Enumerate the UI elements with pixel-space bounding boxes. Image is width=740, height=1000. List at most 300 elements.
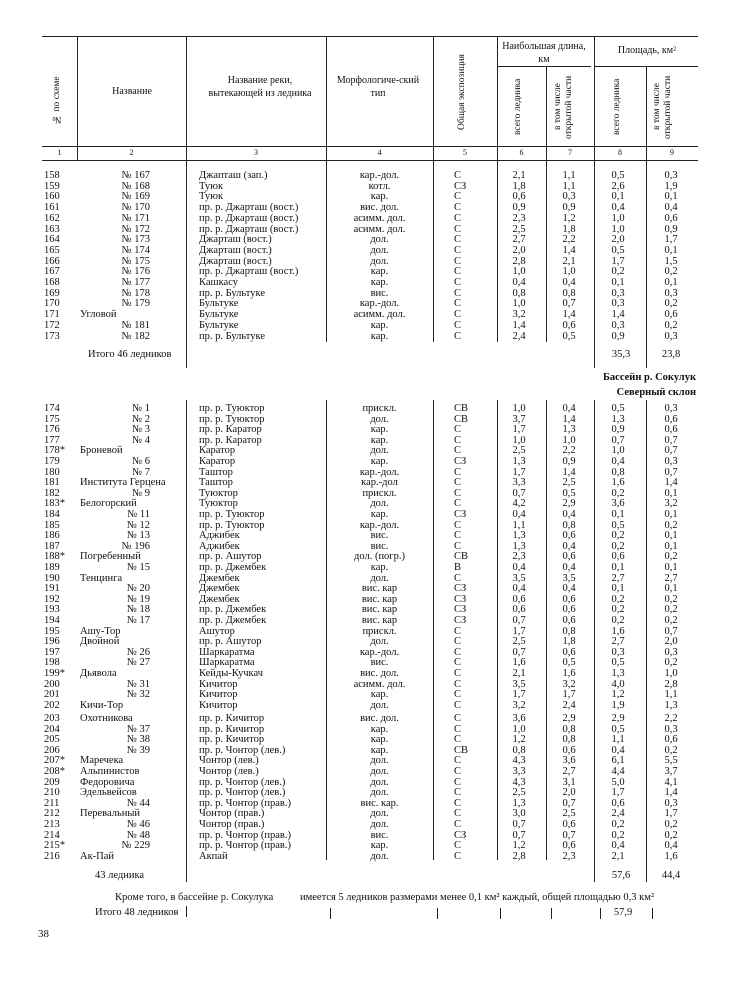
- section-3-total-area-open: 44,4: [661, 870, 681, 881]
- header-vline: [594, 36, 595, 160]
- grand-total-mark: [551, 908, 552, 919]
- length-total: 1,6: [512, 657, 526, 669]
- river-name: Аджибек: [199, 540, 240, 552]
- area-open: 0,6: [664, 309, 678, 321]
- length-open: 1,4: [562, 244, 576, 256]
- table-row: [0, 551, 740, 562]
- header-top-rule: [42, 36, 698, 37]
- length-total: 1,7: [512, 689, 526, 701]
- exposure: С: [454, 734, 462, 746]
- river-name: Аджибек: [199, 530, 240, 542]
- length-open: 0,5: [562, 657, 576, 669]
- area-open: 0,3: [664, 456, 678, 467]
- area-open: 0,2: [664, 266, 678, 278]
- length-total: 1,3: [512, 797, 526, 809]
- length-open: 0,6: [562, 551, 576, 563]
- area-total: 0,2: [611, 829, 625, 841]
- glacier-number: 184: [44, 509, 60, 520]
- glacier-number: 166: [44, 255, 60, 267]
- area-total: 6,1: [611, 755, 625, 767]
- glacier-number: 205: [44, 734, 60, 746]
- glacier-name: № 174: [121, 244, 150, 256]
- length-total: 0,7: [512, 829, 526, 841]
- area-open: 0,1: [664, 562, 678, 573]
- table-row: [0, 713, 740, 724]
- morphological-type: вис. кар: [361, 615, 398, 626]
- glacier-number: 197: [44, 646, 60, 658]
- area-open: 0,1: [664, 277, 678, 288]
- area-total: 0,4: [611, 840, 625, 852]
- glacier-name: № 4: [132, 434, 150, 446]
- area-open: 4,1: [664, 776, 678, 788]
- length-total: 3,2: [512, 699, 526, 711]
- glacier-name: Угловой: [80, 309, 117, 321]
- river-name: пр. р. Джарташ (вост.): [199, 212, 299, 224]
- table-row: [0, 202, 740, 213]
- length-open: 1,7: [562, 689, 576, 701]
- length-total: 4,3: [512, 755, 526, 767]
- glacier-name: № 32: [126, 689, 150, 701]
- glacier-number: 171: [44, 309, 60, 321]
- glacier-number: 186: [44, 530, 60, 542]
- length-total: 2,5: [512, 787, 526, 799]
- area-open: 0,6: [664, 424, 678, 436]
- length-total: 0,7: [512, 615, 526, 626]
- river-name: Шаркаратма: [199, 646, 255, 658]
- glacier-name: Ашу-Тор: [80, 625, 121, 637]
- exposure: СЗ: [454, 509, 467, 520]
- exposure: СЗ: [454, 456, 467, 467]
- area-open: 0,2: [664, 744, 678, 756]
- length-open: 0,6: [562, 319, 576, 331]
- header-area-open: в том числе открытой части: [652, 75, 673, 139]
- area-open: 0,2: [664, 551, 678, 563]
- length-open: 2,9: [562, 713, 576, 724]
- glacier-name: № 46: [126, 819, 150, 830]
- glacier-number: 190: [44, 572, 60, 584]
- glacier-name: № 18: [126, 604, 150, 616]
- length-open: 0,5: [562, 487, 576, 499]
- table-row: [0, 647, 740, 658]
- table-row: [0, 573, 740, 584]
- area-total: 0,3: [611, 646, 625, 658]
- table-row: [0, 530, 740, 541]
- length-open: 1,4: [562, 309, 576, 321]
- area-open: 0,2: [664, 604, 678, 616]
- morphological-type: кар.: [370, 689, 389, 701]
- grand-total-label: Итого 48 ледников: [95, 907, 179, 918]
- glacier-name: № 173: [121, 234, 150, 246]
- header-vline: [186, 36, 187, 160]
- length-total: 1,8: [512, 180, 526, 192]
- length-open: 1,3: [562, 424, 576, 436]
- exposure: С: [454, 424, 462, 436]
- length-open: 1,4: [562, 413, 576, 425]
- length-total: 2,7: [512, 234, 526, 246]
- area-total: 0,2: [611, 604, 625, 616]
- exposure: СВ: [454, 413, 469, 425]
- section-3-total-label: 43 ледника: [95, 870, 145, 881]
- morphological-type: прискл.: [362, 487, 397, 499]
- length-total: 1,0: [512, 403, 526, 414]
- table-row: [0, 668, 740, 679]
- length-open: 0,8: [562, 625, 576, 637]
- river-name: пр. р. Туюктор: [199, 519, 265, 531]
- area-total: 4,0: [611, 678, 625, 690]
- table-row: [0, 403, 740, 414]
- area-open: 0,2: [664, 319, 678, 331]
- table-row: [0, 298, 740, 309]
- table-row: [0, 424, 740, 435]
- area-open: 0,2: [664, 593, 678, 605]
- header-length-open: в том числе открытой части: [553, 75, 574, 139]
- area-total: 0,2: [611, 530, 625, 542]
- area-open: 0,1: [664, 509, 678, 520]
- exposure: С: [454, 678, 462, 690]
- header-sub-rule-length: [497, 66, 591, 67]
- morphological-type: дол.: [370, 755, 389, 767]
- glacier-number: 164: [44, 234, 60, 246]
- river-name: Туюктор: [199, 487, 238, 499]
- area-total: 4,4: [611, 766, 625, 777]
- river-name: пр. р. Кичитор: [199, 723, 265, 735]
- area-total: 2,7: [611, 572, 625, 584]
- morphological-type: вис.: [370, 540, 389, 552]
- river-name: пр. р. Туюктор: [199, 413, 265, 425]
- area-open: 1,4: [664, 477, 678, 489]
- header-length-total: всего ледника: [513, 78, 523, 136]
- morphological-type: вис. кар: [361, 604, 398, 616]
- table-row: [0, 745, 740, 756]
- glacier-number: 162: [44, 212, 60, 224]
- morphological-type: кар.-дол.: [359, 519, 400, 531]
- table-row: [0, 234, 740, 245]
- area-total: 0,8: [611, 466, 625, 478]
- exposure: С: [454, 277, 462, 288]
- area-open: 0,4: [664, 840, 678, 852]
- length-open: 1,2: [562, 212, 576, 224]
- glacier-number: 198: [44, 657, 60, 669]
- glacier-name: № 13: [126, 530, 150, 542]
- length-open: 2,9: [562, 498, 576, 510]
- area-total: 0,4: [611, 744, 625, 756]
- area-open: 0,1: [664, 540, 678, 552]
- exposure: С: [454, 776, 462, 788]
- area-open: 0,3: [664, 330, 678, 342]
- glacier-name: Эдельвейсов: [80, 787, 137, 799]
- glacier-name: Дьявола: [80, 668, 117, 679]
- footnote-right: имеется 5 ледников размерами менее 0,1 км² каждый, общей площадью 0,3 км²: [300, 892, 654, 903]
- exposure: В: [454, 562, 462, 573]
- exposure: С: [454, 755, 462, 767]
- river-name: Бультуке: [199, 319, 239, 331]
- glacier-name: № 1: [132, 403, 150, 414]
- length-total: 3,3: [512, 766, 526, 777]
- length-open: 0,3: [562, 191, 576, 203]
- morphological-type: кар.: [370, 723, 389, 735]
- area-open: 0,6: [664, 413, 678, 425]
- river-name: Чонтор (прав.): [199, 808, 265, 820]
- table-row: [0, 320, 740, 331]
- exposure: С: [454, 212, 462, 224]
- morphological-type: кар.: [370, 509, 389, 520]
- table-row: [0, 191, 740, 202]
- glacier-name: № 38: [126, 734, 150, 746]
- table-row: [0, 798, 740, 809]
- length-open: 0,6: [562, 840, 576, 852]
- table-row: [0, 636, 740, 647]
- length-total: 3,2: [512, 309, 526, 321]
- glacier-name: № 175: [121, 255, 150, 267]
- exposure: СЗ: [454, 604, 467, 616]
- area-total: 0,2: [611, 593, 625, 605]
- river-name: пр. р. Джарташ (вост.): [199, 202, 299, 214]
- grand-total-mark: [600, 908, 601, 919]
- river-name: Чонтор (лев.): [199, 755, 259, 767]
- grand-total-mark: [437, 908, 438, 919]
- table-row: [0, 277, 740, 288]
- exposure: С: [454, 646, 462, 658]
- section-3-total-area: 57,6: [611, 870, 631, 881]
- glacier-name: № 182: [121, 330, 150, 342]
- area-open: 0,2: [664, 819, 678, 830]
- glacier-number: 192: [44, 593, 60, 605]
- river-name: Чонтор (прав.): [199, 819, 265, 830]
- glacier-number: 210: [44, 787, 60, 799]
- length-total: 2,8: [512, 255, 526, 267]
- area-total: 1,7: [611, 787, 625, 799]
- length-open: 0,4: [562, 540, 576, 552]
- river-name: Кичитор: [199, 678, 238, 690]
- exposure: С: [454, 477, 462, 489]
- length-total: 2,1: [512, 668, 526, 679]
- table-row: [0, 477, 740, 488]
- length-open: 0,8: [562, 723, 576, 735]
- length-total: 0,7: [512, 487, 526, 499]
- section-1-total-area-open: 23,8: [661, 349, 681, 360]
- morphological-type: дол.: [370, 699, 389, 711]
- table-row: [0, 851, 740, 862]
- area-open: 0,6: [664, 734, 678, 746]
- glacier-number: 195: [44, 625, 60, 637]
- glacier-name: № 167: [121, 170, 150, 181]
- glacier-name: Перевальный: [80, 808, 141, 820]
- table-row: [0, 766, 740, 777]
- exposure: С: [454, 850, 462, 862]
- table-row: [0, 777, 740, 788]
- exposure: СЗ: [454, 583, 467, 595]
- exposure: С: [454, 319, 462, 331]
- exposure: С: [454, 657, 462, 669]
- area-total: 1,7: [611, 255, 625, 267]
- col-number-rule: [42, 160, 698, 161]
- header-vline: [497, 36, 498, 160]
- length-total: 4,3: [512, 776, 526, 788]
- area-open: 0,1: [664, 530, 678, 542]
- length-open: 2,4: [562, 699, 576, 711]
- morphological-type: кар.: [370, 744, 389, 756]
- length-open: 2,0: [562, 787, 576, 799]
- area-open: 0,1: [664, 244, 678, 256]
- glacier-name: № 179: [121, 298, 150, 310]
- area-open: 1,0: [664, 668, 678, 679]
- area-open: 1,7: [664, 808, 678, 820]
- header-col-morph: Морфологиче-ский тип: [336, 75, 420, 99]
- river-name: пр. р. Чонтор (прав.): [199, 840, 291, 852]
- glacier-number: 161: [44, 202, 60, 214]
- area-total: 0,5: [611, 170, 625, 181]
- table-row: [0, 520, 740, 531]
- header-vline: [77, 36, 78, 160]
- header-area-total: всего ледника: [612, 78, 622, 136]
- river-name: пр. р. Туюктор: [199, 509, 265, 520]
- length-total: 3,5: [512, 678, 526, 690]
- glacier-number: 199*: [44, 668, 65, 679]
- morphological-type: кар.: [370, 434, 389, 446]
- morphological-type: вис.: [370, 287, 389, 299]
- area-total: 0,1: [611, 277, 625, 288]
- exposure: С: [454, 266, 462, 278]
- exposure: С: [454, 699, 462, 711]
- footnote-left: Кроме того, в бассейне р. Сокулука: [115, 892, 274, 903]
- table-row: [0, 819, 740, 830]
- river-name: пр. р. Ашутор: [199, 551, 262, 563]
- area-total: 0,2: [611, 540, 625, 552]
- exposure: С: [454, 445, 462, 457]
- river-name: пр. р. Чонтор (лев.): [199, 776, 286, 788]
- river-name: Таштор: [199, 477, 233, 489]
- length-open: 1,8: [562, 223, 576, 235]
- exposure: С: [454, 234, 462, 246]
- area-total: 0,3: [611, 319, 625, 331]
- table-row: [0, 734, 740, 745]
- morphological-type: дол.: [370, 787, 389, 799]
- length-open: 0,4: [562, 562, 576, 573]
- area-total: 0,5: [611, 403, 625, 414]
- glacier-number: 175: [44, 413, 60, 425]
- area-open: 0,2: [664, 657, 678, 669]
- river-name: Туюк: [199, 180, 224, 192]
- length-open: 0,6: [562, 593, 576, 605]
- length-total: 3,0: [512, 808, 526, 820]
- length-total: 4,2: [512, 498, 526, 510]
- area-open: 2,2: [664, 713, 678, 724]
- header-length-group: Наибольшая длина, км: [502, 41, 586, 65]
- length-open: 1,8: [562, 636, 576, 648]
- length-open: 0,9: [562, 202, 576, 214]
- glacier-number: 172: [44, 319, 60, 331]
- morphological-type: дол.: [370, 498, 389, 510]
- morphological-type: вис. дол.: [360, 668, 399, 679]
- exposure: С: [454, 787, 462, 799]
- river-name: пр. р. Ашутор: [199, 636, 262, 648]
- table-row: [0, 604, 740, 615]
- area-open: 1,3: [664, 699, 678, 711]
- glacier-name: Института Герцена: [80, 477, 166, 489]
- glacier-name: № 17: [126, 615, 150, 626]
- area-total: 0,1: [611, 583, 625, 595]
- table-row: [0, 755, 740, 766]
- area-total: 3,6: [611, 498, 625, 510]
- area-open: 0,3: [664, 287, 678, 299]
- page-number: 38: [38, 928, 49, 940]
- length-open: 2,1: [562, 255, 576, 267]
- length-total: 1,0: [512, 266, 526, 278]
- area-open: 2,0: [664, 636, 678, 648]
- glacier-number: 174: [44, 403, 60, 414]
- glacier-name: № 48: [126, 829, 150, 841]
- exposure: С: [454, 689, 462, 701]
- header-vline: [326, 36, 327, 160]
- length-open: 0,4: [562, 509, 576, 520]
- river-name: Каратор: [199, 456, 236, 467]
- area-total: 2,1: [611, 850, 625, 862]
- area-open: 2,7: [664, 572, 678, 584]
- length-open: 2,5: [562, 477, 576, 489]
- area-open: 1,5: [664, 255, 678, 267]
- col-number: 5: [463, 148, 467, 157]
- length-total: 3,3: [512, 477, 526, 489]
- grand-total-mark: [330, 908, 331, 919]
- length-open: 2,5: [562, 808, 576, 820]
- length-total: 1,7: [512, 466, 526, 478]
- glacier-name: № 196: [121, 540, 150, 552]
- area-total: 1,0: [611, 445, 625, 457]
- river-name: Джарташ (вост.): [199, 255, 272, 267]
- area-total: 0,1: [611, 562, 625, 573]
- river-name: пр. р. Джембек: [199, 615, 267, 626]
- area-total: 0,1: [611, 191, 625, 203]
- area-open: 0,3: [664, 797, 678, 809]
- morphological-type: асимм. дол.: [353, 223, 406, 235]
- glacier-number: 212: [44, 808, 60, 820]
- exposure: С: [454, 766, 462, 777]
- exposure: С: [454, 840, 462, 852]
- length-total: 1,4: [512, 319, 526, 331]
- glacier-number: 188*: [44, 551, 65, 563]
- glacier-name: № 9: [132, 487, 150, 499]
- morphological-type: кар.: [370, 319, 389, 331]
- area-open: 0,2: [664, 519, 678, 531]
- glacier-name: № 229: [121, 840, 150, 852]
- area-open: 0,2: [664, 615, 678, 626]
- exposure: С: [454, 808, 462, 820]
- area-total: 0,5: [611, 244, 625, 256]
- length-open: 0,8: [562, 519, 576, 531]
- exposure: С: [454, 572, 462, 584]
- glacier-name: № 19: [126, 593, 150, 605]
- morphological-type: кар.: [370, 191, 389, 203]
- glacier-name: № 168: [121, 180, 150, 192]
- table-row: [0, 445, 740, 456]
- length-total: 2,4: [512, 330, 526, 342]
- glacier-name: № 6: [132, 456, 150, 467]
- morphological-type: дол.: [370, 234, 389, 246]
- morphological-type: асимм. дол.: [353, 678, 406, 690]
- area-total: 0,5: [611, 519, 625, 531]
- length-total: 1,3: [512, 530, 526, 542]
- area-total: 0,5: [611, 657, 625, 669]
- length-total: 1,2: [512, 840, 526, 852]
- length-total: 0,7: [512, 819, 526, 830]
- col-number: 4: [377, 148, 382, 157]
- slope-title: Северный склон: [616, 387, 696, 398]
- river-name: Джарташ (вост.): [199, 234, 272, 246]
- length-open: 1,4: [562, 466, 576, 478]
- table-row: [0, 256, 740, 267]
- morphological-type: кар.-дол.: [359, 170, 400, 181]
- length-total: 0,6: [512, 604, 526, 616]
